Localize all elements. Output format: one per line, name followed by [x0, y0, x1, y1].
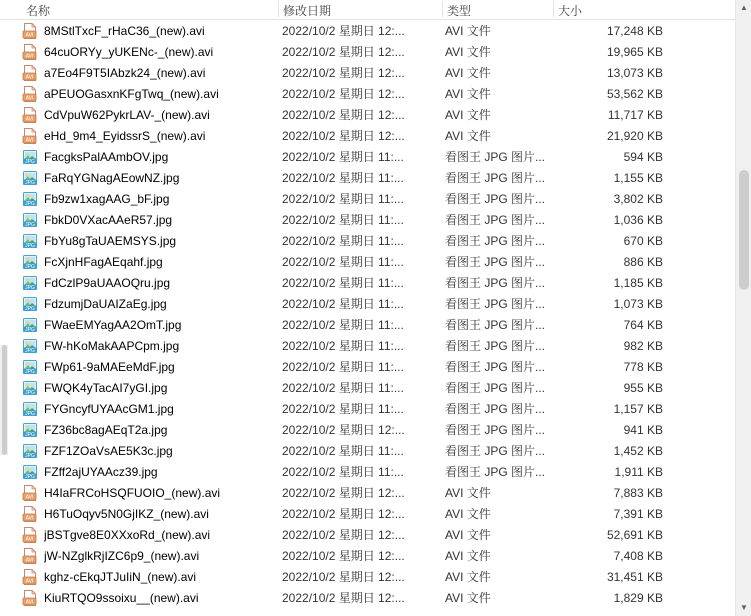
- file-size-cell: 670 KB: [623, 233, 663, 248]
- svg-text:JPG: JPG: [25, 347, 35, 354]
- file-size-cell: 764 KB: [623, 317, 663, 332]
- file-name-label: FdCzlP9aUAAOQru.jpg: [44, 275, 171, 290]
- svg-text:AVI: AVI: [25, 116, 34, 123]
- file-type-cell: 看图王 JPG 图片...: [445, 213, 546, 227]
- file-size-cell: 1,911 KB: [614, 464, 663, 479]
- jpg-image-icon: [22, 443, 38, 459]
- svg-text:AVI: AVI: [25, 95, 34, 102]
- file-type-cell: AVI 文件: [445, 87, 491, 101]
- file-date-cell: 2022/10/2 星期日 12:...: [282, 423, 405, 437]
- file-size-cell: 1,036 KB: [613, 212, 663, 227]
- table-row[interactable]: [0, 335, 751, 356]
- file-name-cell[interactable]: [0, 401, 278, 417]
- file-type-cell: 看图王 JPG 图片...: [445, 150, 546, 164]
- file-size-cell: 21,920 KB: [606, 128, 663, 143]
- avi-file-icon: [22, 590, 38, 606]
- file-name-label: FZ36bc8agAEqT2a.jpg: [44, 422, 168, 437]
- file-name-label: FYGncyfUYAAcGM1.jpg: [44, 401, 174, 416]
- table-row[interactable]: [0, 398, 751, 419]
- svg-text:JPG: JPG: [25, 452, 35, 459]
- jpg-image-icon: [22, 380, 38, 396]
- file-date-cell: 2022/10/2 星期日 12:...: [282, 45, 405, 59]
- svg-text:JPG: JPG: [25, 305, 35, 312]
- file-type-cell: 看图王 JPG 图片...: [445, 423, 546, 437]
- svg-text:JPG: JPG: [25, 179, 35, 186]
- svg-text:JPG: JPG: [25, 284, 35, 291]
- file-size-cell: 941 KB: [623, 422, 663, 437]
- file-type-cell: 看图王 JPG 图片...: [445, 444, 546, 458]
- table-row[interactable]: [0, 545, 751, 566]
- file-name-label: FZff2ajUYAAcz39.jpg: [44, 464, 158, 479]
- svg-text:AVI: AVI: [25, 536, 34, 543]
- table-row[interactable]: [0, 251, 751, 272]
- file-name-cell[interactable]: [0, 233, 278, 249]
- column-header-date[interactable]: 修改日期: [283, 4, 332, 18]
- file-type-cell: 看图王 JPG 图片...: [445, 465, 546, 479]
- file-name-cell[interactable]: [0, 191, 278, 207]
- svg-text:JPG: JPG: [25, 473, 35, 480]
- scroll-up-arrow-icon[interactable]: ▲: [740, 3, 748, 12]
- file-name-label: FWQK4yTacAI7yGI.jpg: [44, 380, 168, 395]
- avi-file-icon: [22, 128, 38, 144]
- file-size-cell: 31,451 KB: [606, 569, 663, 584]
- file-name-cell[interactable]: [0, 149, 278, 165]
- jpg-image-icon: [22, 296, 38, 312]
- svg-text:JPG: JPG: [25, 242, 35, 249]
- file-size-cell: 1,073 KB: [613, 296, 663, 311]
- avi-file-icon: [22, 548, 38, 564]
- file-type-cell: 看图王 JPG 图片...: [445, 402, 546, 416]
- file-name-cell[interactable]: [0, 65, 278, 81]
- file-date-cell: 2022/10/2 星期日 12:...: [282, 486, 405, 500]
- file-type-cell: AVI 文件: [445, 507, 491, 521]
- file-date-cell: 2022/10/2 星期日 12:...: [282, 570, 405, 584]
- avi-file-icon: [22, 23, 38, 39]
- file-name-cell[interactable]: [0, 590, 278, 606]
- file-type-cell: AVI 文件: [445, 45, 491, 59]
- file-type-cell: AVI 文件: [445, 528, 491, 542]
- column-header-name[interactable]: 名称: [26, 4, 51, 18]
- table-row[interactable]: [0, 314, 751, 335]
- file-name-cell[interactable]: [0, 296, 278, 312]
- svg-text:AVI: AVI: [25, 515, 34, 522]
- svg-text:JPG: JPG: [25, 431, 35, 438]
- file-date-cell: 2022/10/2 星期日 11:...: [282, 213, 404, 227]
- file-name-label: KiuRTQO9ssoixu__(new).avi: [44, 590, 199, 605]
- file-name-label: FcXjnHFagAEqahf.jpg: [44, 254, 163, 269]
- column-header-bar: [0, 0, 751, 20]
- file-name-cell[interactable]: [0, 548, 278, 564]
- avi-file-icon: [22, 527, 38, 543]
- file-date-cell: 2022/10/2 星期日 12:...: [282, 549, 405, 563]
- file-type-cell: 看图王 JPG 图片...: [445, 318, 546, 332]
- file-date-cell: 2022/10/2 星期日 12:...: [282, 87, 405, 101]
- file-type-cell: AVI 文件: [445, 486, 491, 500]
- left-scrollbar-thumb[interactable]: [2, 345, 7, 455]
- avi-file-icon: [22, 44, 38, 60]
- file-name-cell[interactable]: [0, 506, 278, 522]
- file-size-cell: 7,408 KB: [613, 548, 663, 563]
- file-name-label: H4IaFRCoHSQFUOIO_(new).avi: [44, 485, 221, 500]
- avi-file-icon: [22, 569, 38, 585]
- file-size-cell: 17,248 KB: [606, 23, 663, 38]
- file-name-cell[interactable]: [0, 443, 278, 459]
- column-header-type[interactable]: 类型: [447, 4, 472, 18]
- file-date-cell: 2022/10/2 星期日 11:...: [282, 339, 404, 353]
- table-row[interactable]: [0, 209, 751, 230]
- file-name-label: FbkD0VXacAAeR57.jpg: [44, 212, 173, 227]
- table-row[interactable]: [0, 377, 751, 398]
- file-date-cell: 2022/10/2 星期日 11:...: [282, 444, 404, 458]
- jpg-image-icon: [22, 401, 38, 417]
- file-date-cell: 2022/10/2 星期日 11:...: [282, 360, 404, 374]
- file-name-cell[interactable]: [0, 485, 278, 501]
- table-row[interactable]: [0, 293, 751, 314]
- file-type-cell: AVI 文件: [445, 129, 491, 143]
- jpg-image-icon: [22, 149, 38, 165]
- file-name-cell[interactable]: [0, 317, 278, 333]
- file-type-cell: 看图王 JPG 图片...: [445, 360, 546, 374]
- jpg-image-icon: [22, 317, 38, 333]
- vertical-scrollbar[interactable]: [735, 0, 751, 616]
- file-size-cell: 982 KB: [623, 338, 663, 353]
- file-name-cell[interactable]: [0, 212, 278, 228]
- file-date-cell: 2022/10/2 星期日 11:...: [282, 234, 404, 248]
- file-name-label: jBSTgve8E0XXxoRd_(new).avi: [44, 527, 211, 542]
- table-row[interactable]: [0, 230, 751, 251]
- file-date-cell: 2022/10/2 星期日 11:...: [282, 150, 404, 164]
- table-row[interactable]: [0, 587, 751, 608]
- file-date-cell: 2022/10/2 星期日 11:...: [282, 297, 404, 311]
- file-date-cell: 2022/10/2 星期日 12:...: [282, 528, 405, 542]
- file-date-cell: 2022/10/2 星期日 12:...: [282, 591, 405, 605]
- file-type-cell: AVI 文件: [445, 24, 491, 38]
- table-row[interactable]: [0, 167, 751, 188]
- column-header-size[interactable]: 大小: [558, 4, 583, 18]
- file-size-cell: 1,157 KB: [613, 401, 663, 416]
- file-name-cell[interactable]: [0, 464, 278, 480]
- table-row[interactable]: [0, 20, 751, 41]
- file-type-cell: 看图王 JPG 图片...: [445, 255, 546, 269]
- jpg-image-icon: [22, 359, 38, 375]
- file-date-cell: 2022/10/2 星期日 12:...: [282, 507, 405, 521]
- file-date-cell: 2022/10/2 星期日 12:...: [282, 108, 405, 122]
- svg-text:JPG: JPG: [25, 158, 35, 165]
- table-row[interactable]: [0, 41, 751, 62]
- file-type-cell: 看图王 JPG 图片...: [445, 171, 546, 185]
- file-size-cell: 7,883 KB: [613, 485, 663, 500]
- left-scrollbar[interactable]: [0, 345, 8, 455]
- file-type-cell: 看图王 JPG 图片...: [445, 276, 546, 290]
- svg-text:JPG: JPG: [25, 326, 35, 333]
- file-size-cell: 1,155 KB: [613, 170, 663, 185]
- svg-text:JPG: JPG: [25, 263, 35, 270]
- file-date-cell: 2022/10/2 星期日 11:...: [282, 402, 404, 416]
- file-size-cell: 594 KB: [623, 149, 663, 164]
- svg-text:AVI: AVI: [25, 578, 34, 585]
- file-name-cell[interactable]: [0, 569, 278, 585]
- svg-text:AVI: AVI: [25, 53, 34, 60]
- svg-text:JPG: JPG: [25, 389, 35, 396]
- avi-file-icon: [22, 485, 38, 501]
- file-name-label: FWaeEMYagAA2OmT.jpg: [44, 317, 182, 332]
- table-row[interactable]: [0, 503, 751, 524]
- file-type-cell: 看图王 JPG 图片...: [445, 381, 546, 395]
- file-size-cell: 886 KB: [623, 254, 663, 269]
- table-row[interactable]: [0, 62, 751, 83]
- file-size-cell: 11,717 KB: [607, 107, 663, 122]
- file-type-cell: AVI 文件: [445, 570, 491, 584]
- file-name-cell[interactable]: [0, 338, 278, 354]
- table-row[interactable]: [0, 272, 751, 293]
- svg-text:JPG: JPG: [25, 368, 35, 375]
- file-date-cell: 2022/10/2 星期日 11:...: [282, 381, 404, 395]
- file-date-cell: 2022/10/2 星期日 11:...: [282, 276, 404, 290]
- file-type-cell: AVI 文件: [445, 108, 491, 122]
- svg-text:JPG: JPG: [25, 200, 35, 207]
- jpg-image-icon: [22, 170, 38, 186]
- scroll-down-arrow-icon[interactable]: ▼: [740, 603, 748, 612]
- svg-text:JPG: JPG: [25, 410, 35, 417]
- file-size-cell: 7,391 KB: [613, 506, 663, 521]
- file-name-label: a7Eo4F9T5IAbzk24_(new).avi: [44, 65, 206, 80]
- vertical-scrollbar-thumb[interactable]: [739, 170, 749, 290]
- file-name-label: FaRqYGNagAEowNZ.jpg: [44, 170, 180, 185]
- jpg-image-icon: [22, 464, 38, 480]
- avi-file-icon: [22, 107, 38, 123]
- file-name-label: H6TuOqyv5N0GjIKZ_(new).avi: [44, 506, 209, 521]
- file-date-cell: 2022/10/2 星期日 11:...: [282, 465, 404, 479]
- file-size-cell: 53,562 KB: [606, 86, 663, 101]
- file-name-label: jW-NZglkRjIZC6p9_(new).avi: [44, 548, 200, 563]
- file-name-cell[interactable]: [0, 527, 278, 543]
- jpg-image-icon: [22, 422, 38, 438]
- table-row[interactable]: [0, 125, 751, 146]
- file-name-label: eHd_9m4_EyidssrS_(new).avi: [44, 128, 206, 143]
- svg-text:AVI: AVI: [25, 494, 34, 501]
- file-name-label: aPEUOGasxnKFgTwq_(new).avi: [44, 86, 219, 101]
- table-row[interactable]: [0, 146, 751, 167]
- avi-file-icon: [22, 86, 38, 102]
- jpg-image-icon: [22, 275, 38, 291]
- file-type-cell: 看图王 JPG 图片...: [445, 192, 546, 206]
- file-date-cell: 2022/10/2 星期日 11:...: [282, 255, 404, 269]
- table-row[interactable]: [0, 356, 751, 377]
- file-date-cell: 2022/10/2 星期日 12:...: [282, 24, 405, 38]
- file-type-cell: AVI 文件: [445, 549, 491, 563]
- file-name-label: FacgksPalAAmbOV.jpg: [44, 149, 169, 164]
- file-name-cell[interactable]: [0, 254, 278, 270]
- table-row[interactable]: [0, 566, 751, 587]
- svg-text:AVI: AVI: [25, 599, 34, 606]
- file-name-cell[interactable]: [0, 422, 278, 438]
- jpg-image-icon: [22, 191, 38, 207]
- file-list[interactable]: [0, 20, 751, 608]
- file-size-cell: 778 KB: [623, 359, 663, 374]
- file-size-cell: 1,452 KB: [613, 443, 663, 458]
- file-size-cell: 52,691 KB: [606, 527, 663, 542]
- table-row[interactable]: [0, 188, 751, 209]
- file-name-label: CdVpuW62PykrLAV-_(new).avi: [44, 107, 210, 122]
- file-date-cell: 2022/10/2 星期日 12:...: [282, 66, 405, 80]
- file-date-cell: 2022/10/2 星期日 11:...: [282, 318, 404, 332]
- file-name-cell[interactable]: [0, 23, 278, 39]
- file-size-cell: 1,829 KB: [613, 590, 663, 605]
- file-type-cell: AVI 文件: [445, 66, 491, 80]
- file-name-label: FWp61-9aMAEeMdF.jpg: [44, 359, 175, 374]
- jpg-image-icon: [22, 233, 38, 249]
- file-name-label: FW-hKoMakAAPCpm.jpg: [44, 338, 180, 353]
- table-row[interactable]: [0, 83, 751, 104]
- file-name-cell[interactable]: [0, 107, 278, 123]
- svg-text:AVI: AVI: [25, 74, 34, 81]
- jpg-image-icon: [22, 338, 38, 354]
- file-name-cell[interactable]: [0, 170, 278, 186]
- file-date-cell: 2022/10/2 星期日 11:...: [282, 192, 404, 206]
- table-row[interactable]: [0, 482, 751, 503]
- file-name-label: FdzumjDaUAIZaEg.jpg: [44, 296, 167, 311]
- svg-text:AVI: AVI: [25, 32, 34, 39]
- file-name-cell[interactable]: [0, 44, 278, 60]
- svg-text:AVI: AVI: [25, 137, 34, 144]
- table-row[interactable]: [0, 461, 751, 482]
- file-name-label: Fb9zw1xagAAG_bF.jpg: [44, 191, 170, 206]
- file-size-cell: 13,073 KB: [606, 65, 663, 80]
- avi-file-icon: [22, 506, 38, 522]
- file-name-cell[interactable]: [0, 275, 278, 291]
- file-name-label: FZF1ZOaVsAE5K3c.jpg: [44, 443, 173, 458]
- file-size-cell: 1,185 KB: [613, 275, 663, 290]
- file-name-label: 8MStlTxcF_rHaC36_(new).avi: [44, 23, 205, 38]
- file-size-cell: 19,965 KB: [606, 44, 663, 59]
- table-row[interactable]: [0, 104, 751, 125]
- file-name-label: FbYu8gTaUAEMSYS.jpg: [44, 233, 177, 248]
- svg-text:JPG: JPG: [25, 221, 35, 228]
- file-type-cell: AVI 文件: [445, 591, 491, 605]
- avi-file-icon: [22, 65, 38, 81]
- svg-text:AVI: AVI: [25, 557, 34, 564]
- table-row[interactable]: [0, 419, 751, 440]
- file-name-label: 64cuORYy_yUKENc-_(new).avi: [44, 44, 214, 59]
- table-row[interactable]: [0, 524, 751, 545]
- table-row[interactable]: [0, 440, 751, 461]
- file-name-cell[interactable]: [0, 359, 278, 375]
- file-size-cell: 3,802 KB: [613, 191, 663, 206]
- jpg-image-icon: [22, 254, 38, 270]
- file-date-cell: 2022/10/2 星期日 11:...: [282, 171, 404, 185]
- file-name-cell[interactable]: [0, 380, 278, 396]
- file-type-cell: 看图王 JPG 图片...: [445, 297, 546, 311]
- file-name-cell[interactable]: [0, 86, 278, 102]
- file-name-label: kghz-cEkqJTJuIiN_(new).avi: [44, 569, 197, 584]
- file-name-cell[interactable]: [0, 128, 278, 144]
- file-size-cell: 955 KB: [623, 380, 663, 395]
- jpg-image-icon: [22, 212, 38, 228]
- file-type-cell: 看图王 JPG 图片...: [445, 339, 546, 353]
- file-date-cell: 2022/10/2 星期日 12:...: [282, 129, 405, 143]
- file-type-cell: 看图王 JPG 图片...: [445, 234, 546, 248]
